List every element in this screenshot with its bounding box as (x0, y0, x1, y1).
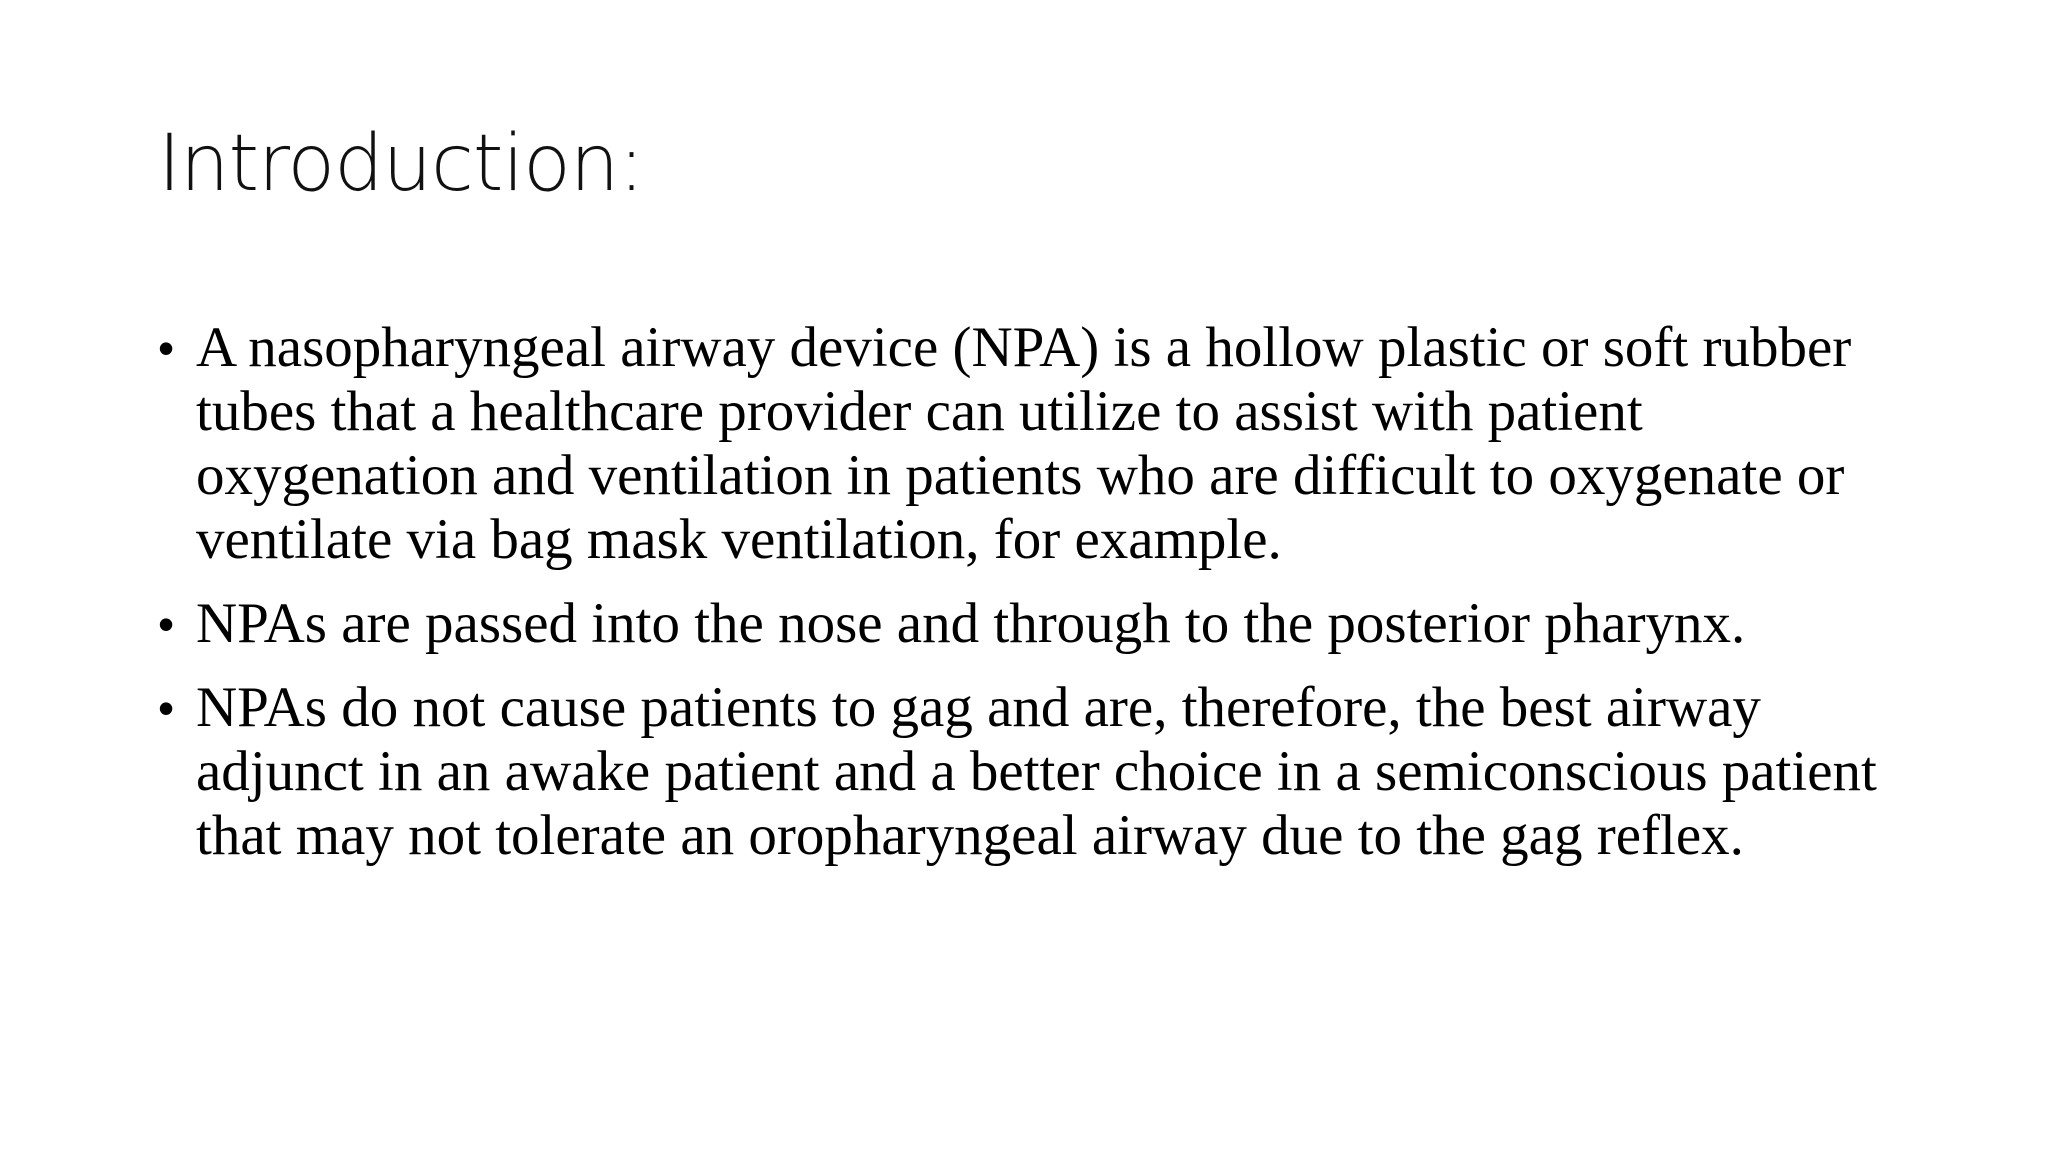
bullet-item (158, 676, 1918, 868)
bullet-text: A nasopharyngeal airway device (NPA) is a hollow plastic or soft rubber tubes that a healthcare provider can utilize to assist with patient oxygenation and ventilation in patients who are difficult to oxygenate or ventilate via bag mask ventilation, for example. (196, 316, 1852, 571)
bullet-item (158, 316, 1918, 572)
bullet-text: NPAs are passed into the nose and through to the posterior pharynx. (196, 592, 1746, 655)
bullet-text: NPAs do not cause patients to gag and are, therefore, the best airway adjunct in an awake patient and a better choice in a semiconscious patient that may not tolerate an oropharyngeal airway due to the gag reflex. (196, 676, 1877, 867)
bullet-icon: • (158, 682, 175, 734)
bullet-list (158, 316, 1918, 888)
bullet-icon: • (158, 598, 175, 650)
slide-title: Introduction: (158, 119, 644, 209)
bullet-icon: • (158, 322, 175, 374)
bullet-item (158, 592, 1918, 656)
